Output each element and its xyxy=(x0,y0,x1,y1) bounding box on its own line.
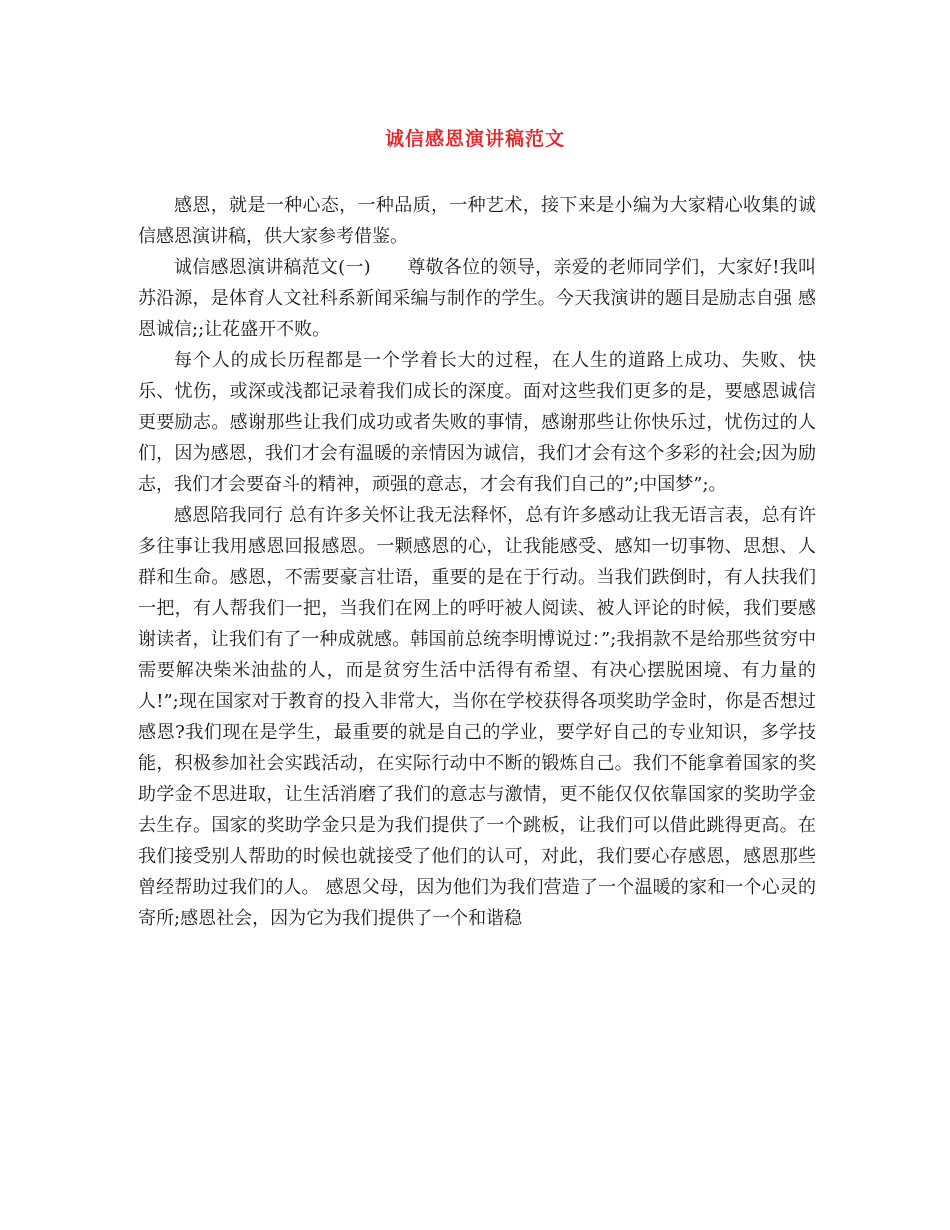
document-body xyxy=(138,190,816,934)
paragraph-greeting: 诚信感恩演讲稿范文(一) 尊敬各位的领导，亲爱的老师同学们，大家好!我叫苏沿源，是体育人文社科系新闻采编与制作的学生。今天我演讲的题目是励志自强 感恩诚信;;让花盛开不败。 xyxy=(138,257,816,340)
paragraph-growth: 每个人的成长历程都是一个学着长大的过程，在人生的道路上成功、失败、快乐、忧伤，或深或浅都记录着我们成长的深度。面对这些我们更多的是，要感恩诚信更要励志。感谢那些让我们成功或者失败的事情，感谢那些让你快乐过，忧伤过的人们，因为感恩，我们才会有温暖的亲情因为诚信，我们才会有这个多彩的社会;因为励志，我们才会要奋斗的精神，顽强的意志，才会有我们自己的”;中国梦”;。 xyxy=(138,350,816,495)
paragraph-intro: 感恩，就是一种心态，一种品质，一种艺术，接下来是小编为大家精心收集的诚信感恩演讲稿，供大家参考借鉴。 xyxy=(138,195,816,247)
paragraph-gratitude: 感恩陪我同行 总有许多关怀让我无法释怀，总有许多感动让我无语言表，总有许多往事让我用感恩回报感恩。一颗感恩的心，让我能感受、感知一切事物、思想、人群和生命。感恩，不需要豪言壮语，重要的是在于行动。当我们跌倒时，有人扶我们一把，有人帮我们一把，当我们在网上的呼吁被人阅读、被人评论的时候，我们要感谢读者，让我们有了一种成就感。韩国前总统李明博说过：”;我捐款不是给那些贫穷中需要解决柴米油盐的人，而是贫穷生活中活得有希望、有决心摆脱困境、有力量的人!”;现在国家对于教育的投入非常大，当你在学校获得各项奖助学金时，你是否想过感恩?我们现在是学生，最重要的就是自己的学业，要学好自己的专业知识，多学技能，积极参加社会实践活动，在实际行动中不断的锻炼自己。我们不能拿着国家的奖助学金不思进取，让生活消磨了我们的意志与激情，更不能仅仅依靠国家的奖助学金去生存。国家的奖助学金只是为我们提供了一个跳板，让我们可以借此跳得更高。在我们接受别人帮助的时候也就接受了他们的认可，对此，我们要心存感恩，感恩那些曾经帮助过我们的人。 感恩父母，因为他们为我们营造了一个温暖的家和一个心灵的寄所;感恩社会，因为它为我们提供了一个和谐稳 xyxy=(138,505,816,929)
document-title: 诚信感恩演讲稿范文 xyxy=(384,128,565,150)
